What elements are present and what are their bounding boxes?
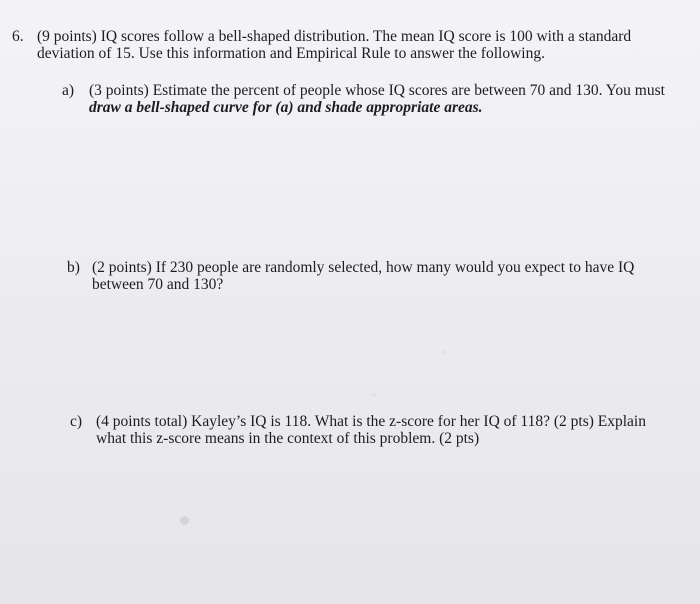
question-number: 6. xyxy=(12,28,24,45)
part-b-text-line1: (2 points) If 230 people are randomly selected, how many would you expect to have IQ xyxy=(92,259,635,276)
part-a-text-line1: (3 points) Estimate the percent of people whose IQ scores are between 70 and 130. You must xyxy=(89,82,665,99)
paper-speck xyxy=(372,393,376,397)
part-b-marker: b) xyxy=(67,259,80,276)
part-a-marker: a) xyxy=(62,82,75,99)
paper-speck xyxy=(180,516,189,525)
part-c-text-line1: (4 points total) Kayley’s IQ is 118. What is the z-score for her IQ of 118? (2 pts) Explain xyxy=(96,413,646,430)
part-c-marker: c) xyxy=(70,413,83,430)
part-b-text-line2: between 70 and 130? xyxy=(92,276,224,293)
part-a-text-line2: draw a bell-shaped curve for (a) and shade appropriate areas. xyxy=(89,99,483,116)
paper-speck xyxy=(442,350,447,355)
question-text-line1: (9 points) IQ scores follow a bell-shaped distribution. The mean IQ score is 100 with a standard xyxy=(37,28,632,45)
question-text-line2: deviation of 15. Use this information and Empirical Rule to answer the following. xyxy=(37,45,545,62)
part-c-text-line2: what this z-score means in the context of this problem. (2 pts) xyxy=(96,430,480,447)
